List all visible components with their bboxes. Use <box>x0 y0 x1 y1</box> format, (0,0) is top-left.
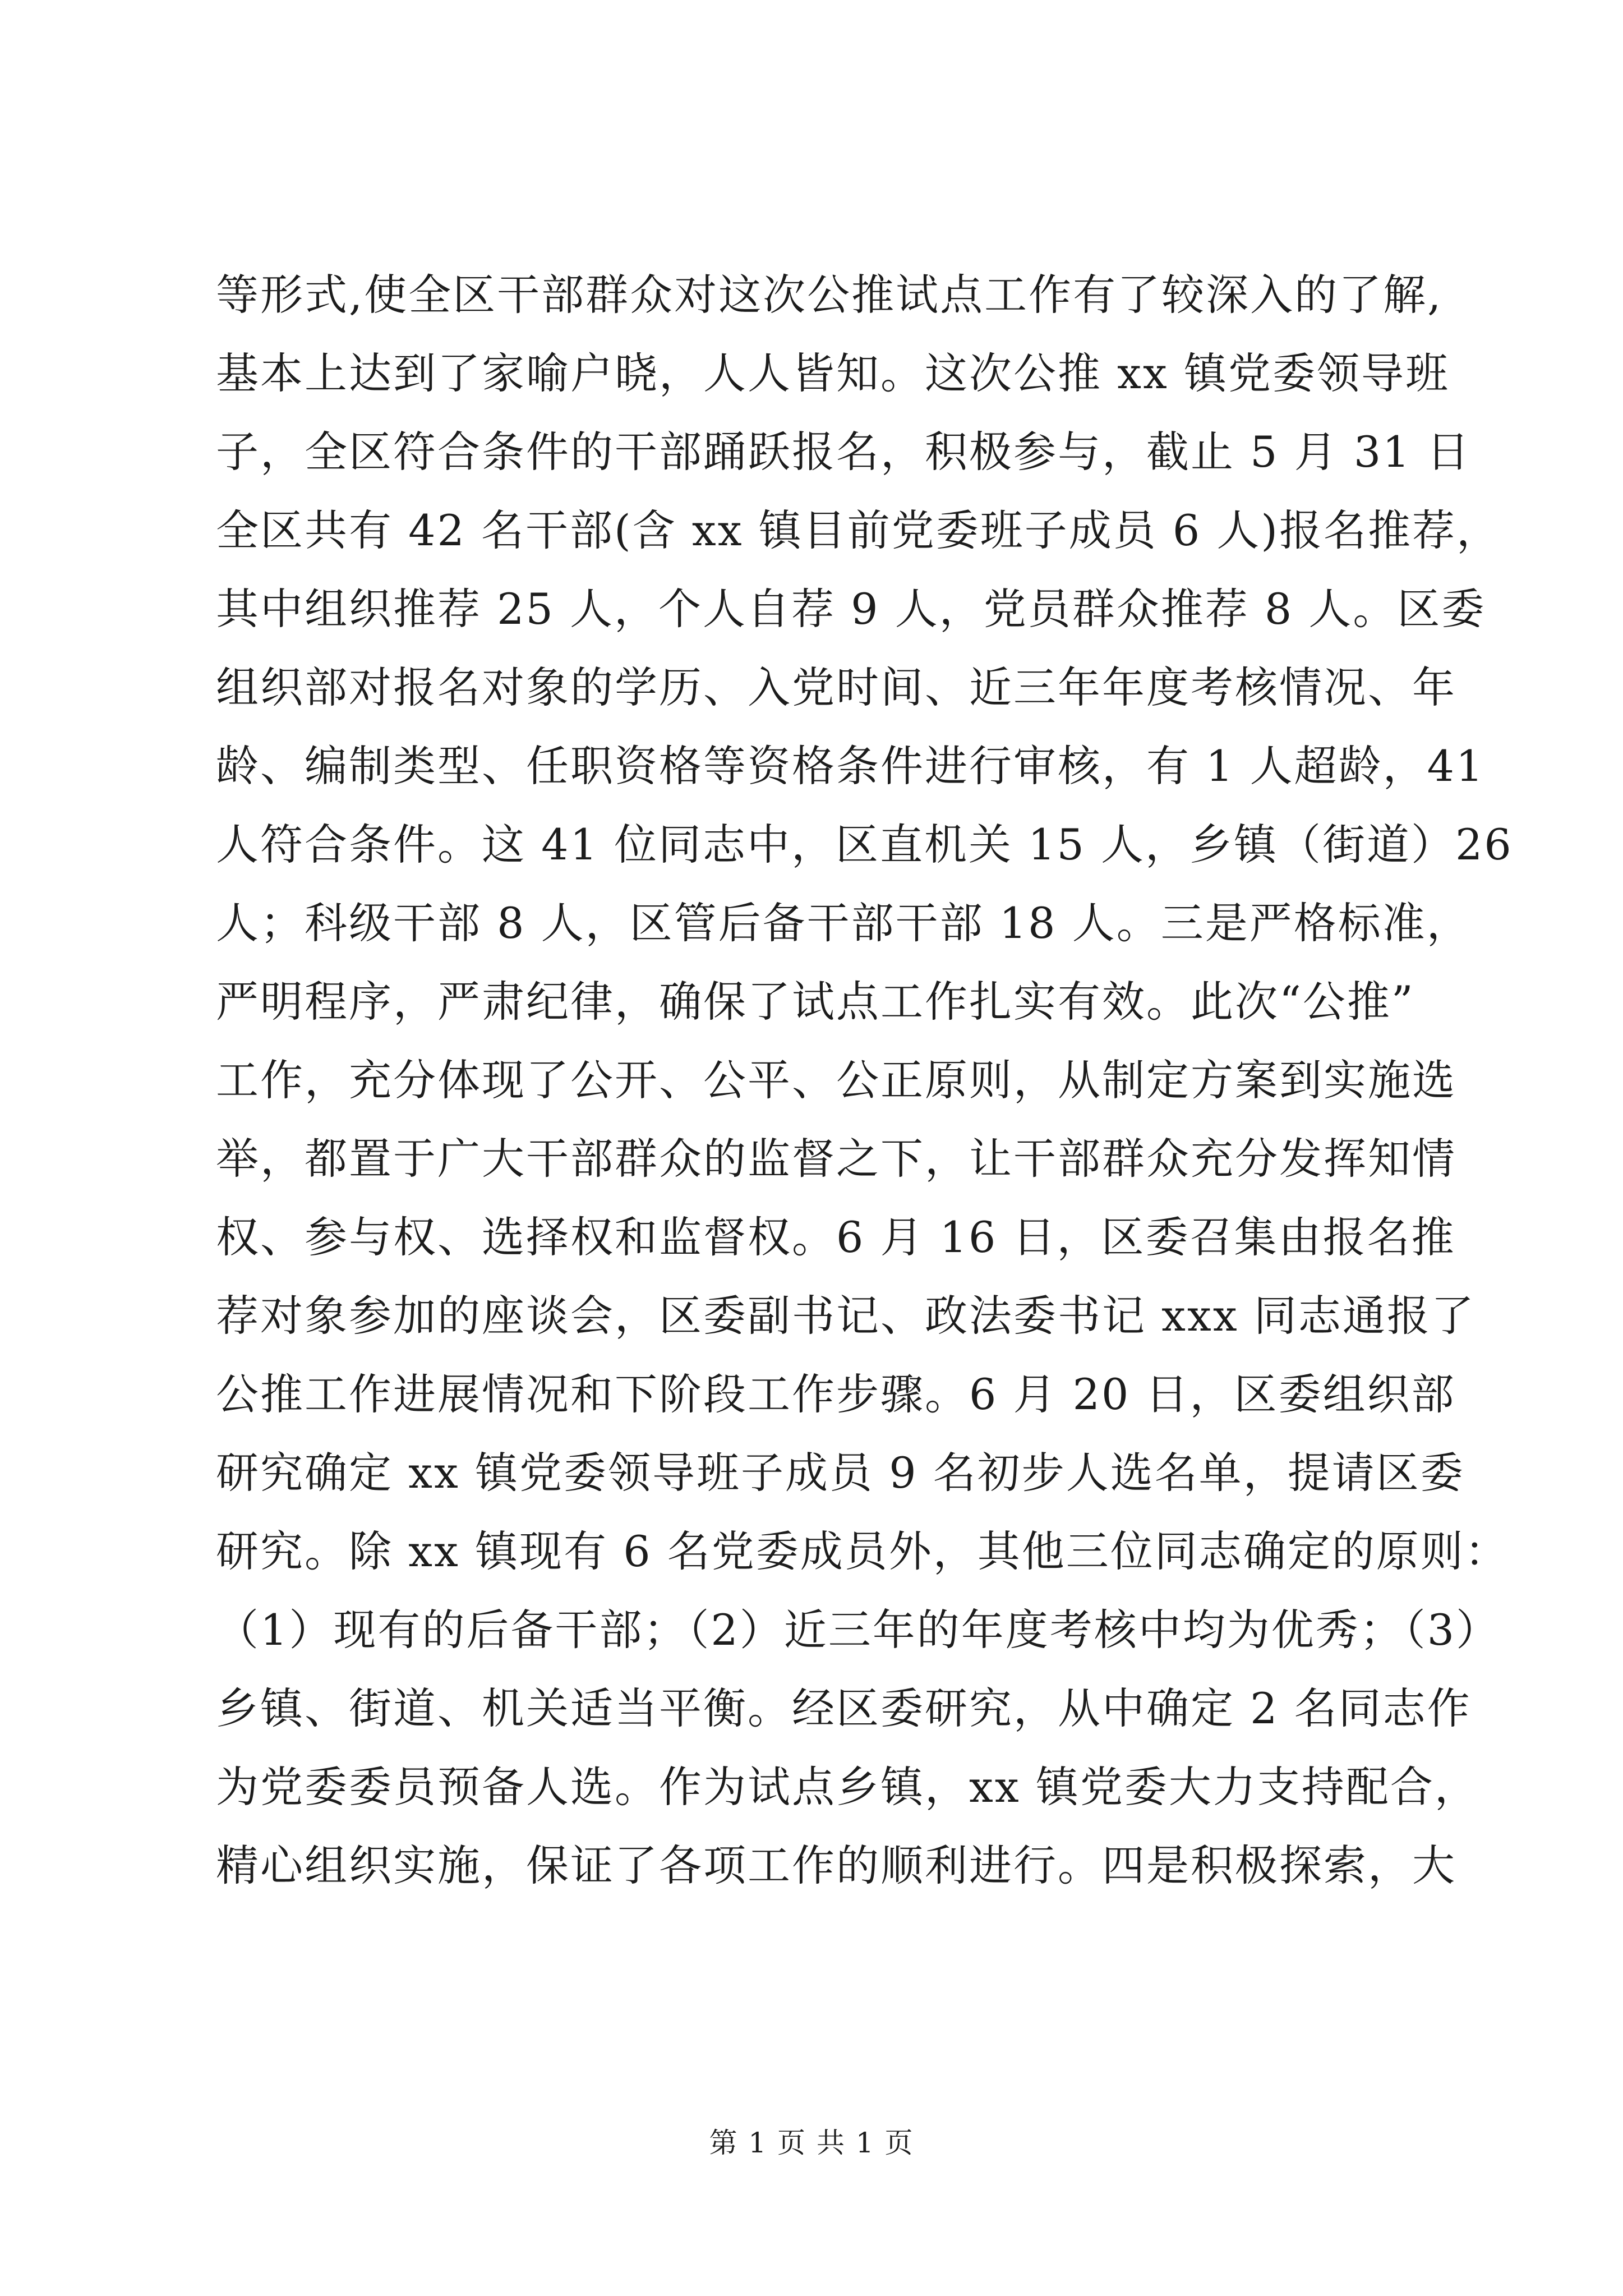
text-line: 人符合条件。这 41 位同志中，区直机关 15 人，乡镇（街道）26 <box>216 820 1513 869</box>
text-line: 举，都置于广大干部群众的监督之下，让干部群众充分发挥知情 <box>216 1134 1456 1184</box>
text-line: 为党委委员预备人选。作为试点乡镇，xx 镇党委大力支持配合， <box>216 1762 1479 1812</box>
text-line: 公推工作进展情况和下阶段工作步骤。6 月 20 日，区委组织部 <box>216 1369 1456 1419</box>
text-line: 人；科级干部 8 人，区管后备干部干部 18 人。三是严格标准， <box>216 898 1471 948</box>
text-line: 严明程序，严肃纪律，确保了试点工作扎实有效。此次“公推” <box>216 977 1415 1027</box>
text-line: 子，全区符合条件的干部踊跃报名，积极参与，截止 5 月 31 日 <box>216 427 1471 477</box>
page-number-footer: 第 1 页 共 1 页 <box>709 2127 914 2159</box>
text-line: 等形式,使全区干部群众对这次公推试点工作有了较深入的了解, <box>216 270 1443 320</box>
text-line: 工作，充分体现了公开、公平、公正原则，从制定方案到实施选 <box>216 1055 1456 1105</box>
body-text <box>216 256 1513 1905</box>
text-line: 精心组织实施，保证了各项工作的顺利进行。四是积极探索，大 <box>216 1841 1456 1890</box>
text-line: 乡镇、街道、机关适当平衡。经区委研究，从中确定 2 名同志作 <box>216 1683 1472 1733</box>
text-line: 荐对象参加的座谈会，区委副书记、政法委书记 xxx 同志通报了 <box>216 1291 1476 1341</box>
text-line: 组织部对报名对象的学历、入党时间、近三年年度考核情况、年 <box>216 662 1456 712</box>
text-line: 龄、编制类型、任职资格等资格条件进行审核，有 1 人超龄，41 <box>216 741 1485 791</box>
text-line: 研究。除 xx 镇现有 6 名党委成员外，其他三位同志确定的原则： <box>216 1526 1509 1576</box>
text-line: 其中组织推荐 25 人，个人自荐 9 人，党员群众推荐 8 人。区委 <box>216 584 1486 634</box>
text-line: （1）现有的后备干部；（2）近三年的年度考核中均为优秀；（3） <box>216 1605 1501 1655</box>
text-line: 研究确定 xx 镇党委领导班子成员 9 名初步人选名单，提请区委 <box>216 1448 1465 1498</box>
text-line: 权、参与权、选择权和监督权。6 月 16 日，区委召集由报名推 <box>216 1212 1456 1262</box>
text-line: 全区共有 42 名干部(含 xx 镇目前党委班子成员 6 人)报名推荐， <box>216 505 1501 555</box>
text-line: 基本上达到了家喻户晓，人人皆知。这次公推 xx 镇党委领导班 <box>216 348 1450 398</box>
